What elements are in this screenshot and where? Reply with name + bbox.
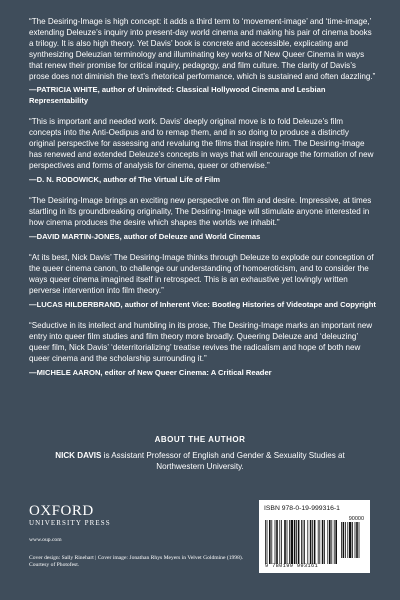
blurb-attribution: —PATRICIA WHITE, author of Uninvited: Classical Hollywood Cinema and Lesbian Representability xyxy=(29,85,326,105)
blurb-attribution: —LUCAS HILDERBRAND, author of Inherent Vice: Bootleg Histories of Videotape and Copyright xyxy=(29,299,376,309)
blurb-quote: “At its best, Nick Davis’ The Desiring-Image thinks through Deleuze to explode our conception of the queer cinema canon, to challenge our understanding of homoeroticism, and to consider the ways queer cinema imagined itself in retrospect. This is an exhaustive yet lovingly written perverse intervention into film theory.” xyxy=(29,253,374,296)
isbn-number: ISBN 978-0-19-999316-1 xyxy=(264,505,340,512)
blurb-martin-jones xyxy=(29,196,377,242)
praise-blurbs xyxy=(29,17,377,389)
blurb-aaron xyxy=(29,321,377,378)
blurb-attribution: —DAVID MARTIN-JONES, author of Deleuze and World Cinemas xyxy=(29,231,261,241)
blurb-white xyxy=(29,17,377,106)
university-press-label: UNIVERSITY PRESS xyxy=(29,519,111,527)
isbn-barcode xyxy=(259,500,370,573)
barcode-bars-icon xyxy=(265,520,337,564)
publisher-url: www.oup.com xyxy=(29,537,62,543)
blurb-quote: “The Desiring-Image is high concept: it adds a third term to ‘movement-image’ and ‘time-image,’ extending Deleuze’s inquiry into present-day world cinema and making his pair of cinema books a trilogy. It is also high theory. Yet Davis’ book is concrete and accessible, explicating and synthesizing Deleuzian terminology and illuminating key works of New Queer Cinema in ways that renew their promise for critical inquiry, pedagogy, and film culture. The clarity of Davis’s prose does not diminish the text’s rhetorical performance, which is sustained and often dazzling.” xyxy=(29,17,376,81)
about-heading: ABOUT THE AUTHOR xyxy=(154,435,246,444)
blurb-attribution: —MICHELE AARON, editor of New Queer Cinema: A Critical Reader xyxy=(29,367,272,377)
oxford-wordmark: OXFORD xyxy=(29,503,94,519)
about-author-text xyxy=(40,450,360,472)
blurb-quote: “This is important and needed work. Davis’ deeply original move is to fold Deleuze’s film concepts into the Anti-Oedipus and to remap them, and in so doing to produce a distinctly original perspective for assessing and revaluing the films that inspire him. The Desiring-Image has renewed and extended Deleuze’s concepts in ways that will encourage the formation of new perspectives and forms of analysis for cinema, queer or otherwise.” xyxy=(29,117,374,170)
blurb-rodowick xyxy=(29,117,377,185)
cover-credits: Cover design: Sally Rinehart | Cover image: Jonathan Rhys Meyers in Velvet Goldmine (1998). Courtesy of Photofest. xyxy=(29,555,244,569)
blurb-quote: “Seductive in its intellect and humbling in its prose, The Desiring-Image marks an important new entry into queer film studies and film theory more broadly. Queering Deleuze and ‘deleuzing’ queer film, Nick Davis’ ‘deterritorializing’ treatise revives the radicalism and hope of both new queer cinema and the scholarship surrounding it.” xyxy=(29,321,373,364)
oxford-logo xyxy=(29,503,111,528)
blurb-quote: “The Desiring-Image brings an exciting new perspective on film and desire. Impressive, at times startling in its groundbreaking originality, The Desiring-Image will stimulate anyone interested in how cinema produces the desire which shapes the worlds we inhabit.” xyxy=(29,196,372,227)
blurb-hilderbrand xyxy=(29,253,377,310)
price-addon-code: 90000 xyxy=(348,516,364,522)
author-name: NICK DAVIS xyxy=(55,451,102,460)
author-bio: is Assistant Professor of English and Gender & Sexuality Studies at Northwestern University. xyxy=(101,451,345,471)
barcode-digits: 9 780199 993161 xyxy=(265,563,319,569)
barcode-addon-bars-icon xyxy=(341,522,364,558)
blurb-attribution: —D. N. RODOWICK, author of The Virtual Life of Film xyxy=(29,174,220,184)
